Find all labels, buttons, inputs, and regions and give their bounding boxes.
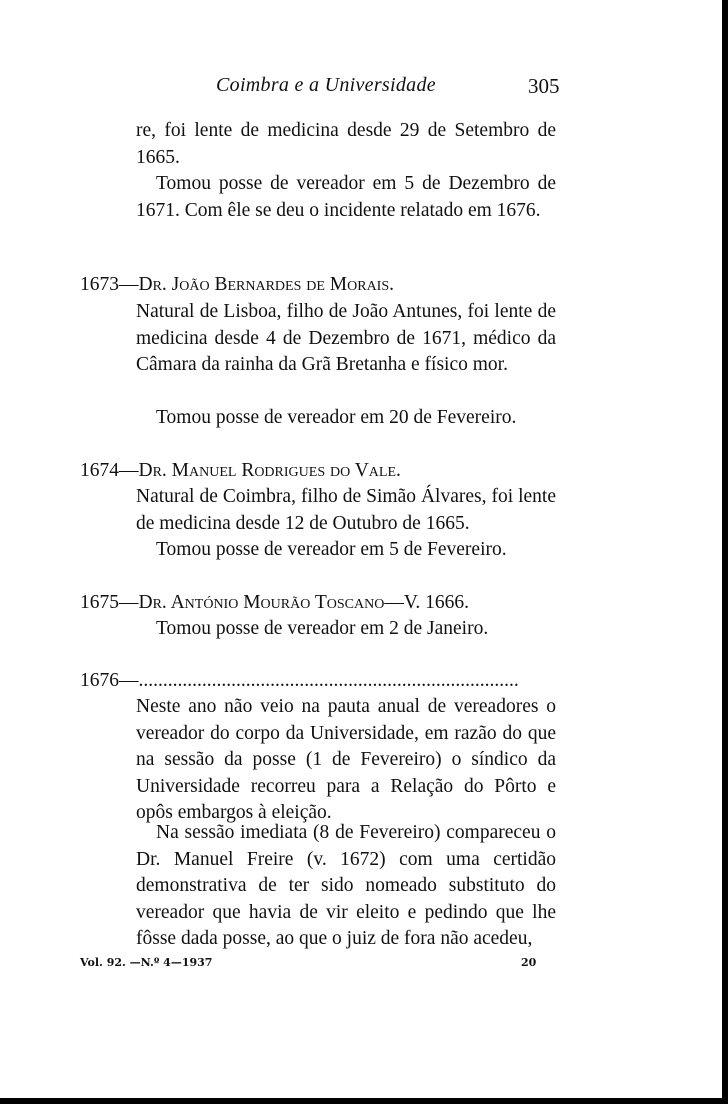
entry-1676-paragraph-2: Na sessão imediata (8 de Fevereiro) compareceu o Dr. Manuel Freire (v. 1672) com uma certidão demonstrativa de ter sido nomeado substituto do vereador que havia de vir eleito e pedindo que lhe fôsse dada posse, ao que o juiz de fora não acedeu, [136, 822, 556, 949]
entry-name: Dr. João Bernardes de Morais. [138, 274, 395, 295]
entry-1674-paragraph-1: Natural de Coimbra, filho de Simão Álvares, foi lente de medicina desde 12 de Outubro de 1665. [136, 486, 556, 534]
intro-paragraph-1: re, foi lente de medicina desde 29 de Setembro de 1665. [136, 120, 556, 168]
entry-1673-paragraph-2: Tomou posse de vereador em 20 de Fevereiro. [156, 407, 517, 428]
entry-1674-paragraph-2: Tomou posse de vereador em 5 de Fevereiro. [156, 539, 507, 560]
entry-year: 1675— [80, 592, 139, 613]
entry-year: 1674— [80, 460, 139, 481]
entry-year: 1676— [80, 670, 139, 691]
page-number: 305 [528, 74, 560, 98]
intro-paragraph-2: Tomou posse de vereador em 5 de Dezembro de 1671. Com êle se deu o incidente relatado em 1676. [136, 173, 556, 221]
entry-1676-heading [80, 668, 560, 695]
entry-year: 1673— [80, 274, 139, 295]
entry-1673-paragraph-1: Natural de Lisboa, filho de João Antunes, foi lente de medicina desde 4 de Dezembro de 1671, médico da Câmara da rainha da Grã Bretanha e físico mor. [136, 301, 556, 375]
entry-1676-paragraph-1: Neste ano não veio na pauta anual de vereadores o vereador do corpo da Universidade, em razão do que na sessão da posse (1 de Fevereiro) o síndico da Universidade recorreu para a Relação do Pôrto e opôs embargos à eleição. [136, 696, 556, 823]
running-title: Coimbra e a Universidade [216, 74, 436, 96]
footer-signature: 20 [521, 956, 537, 969]
footer-volume: Vol. 92. —N.º 4—1937 [80, 956, 213, 969]
entry-1675-paragraph-1: Tomou posse de vereador em 2 de Janeiro. [156, 618, 489, 639]
entry-1673-heading [80, 272, 394, 299]
entry-1674-heading [80, 458, 401, 485]
entry-name: Dr. Manuel Rodrigues do Vale. [138, 460, 401, 481]
entry-dotted-leader: .............................................................................. [138, 670, 519, 691]
entry-name: Dr. António Mourão Toscano—V. 1666. [138, 592, 470, 613]
entry-1675-heading [80, 590, 469, 617]
